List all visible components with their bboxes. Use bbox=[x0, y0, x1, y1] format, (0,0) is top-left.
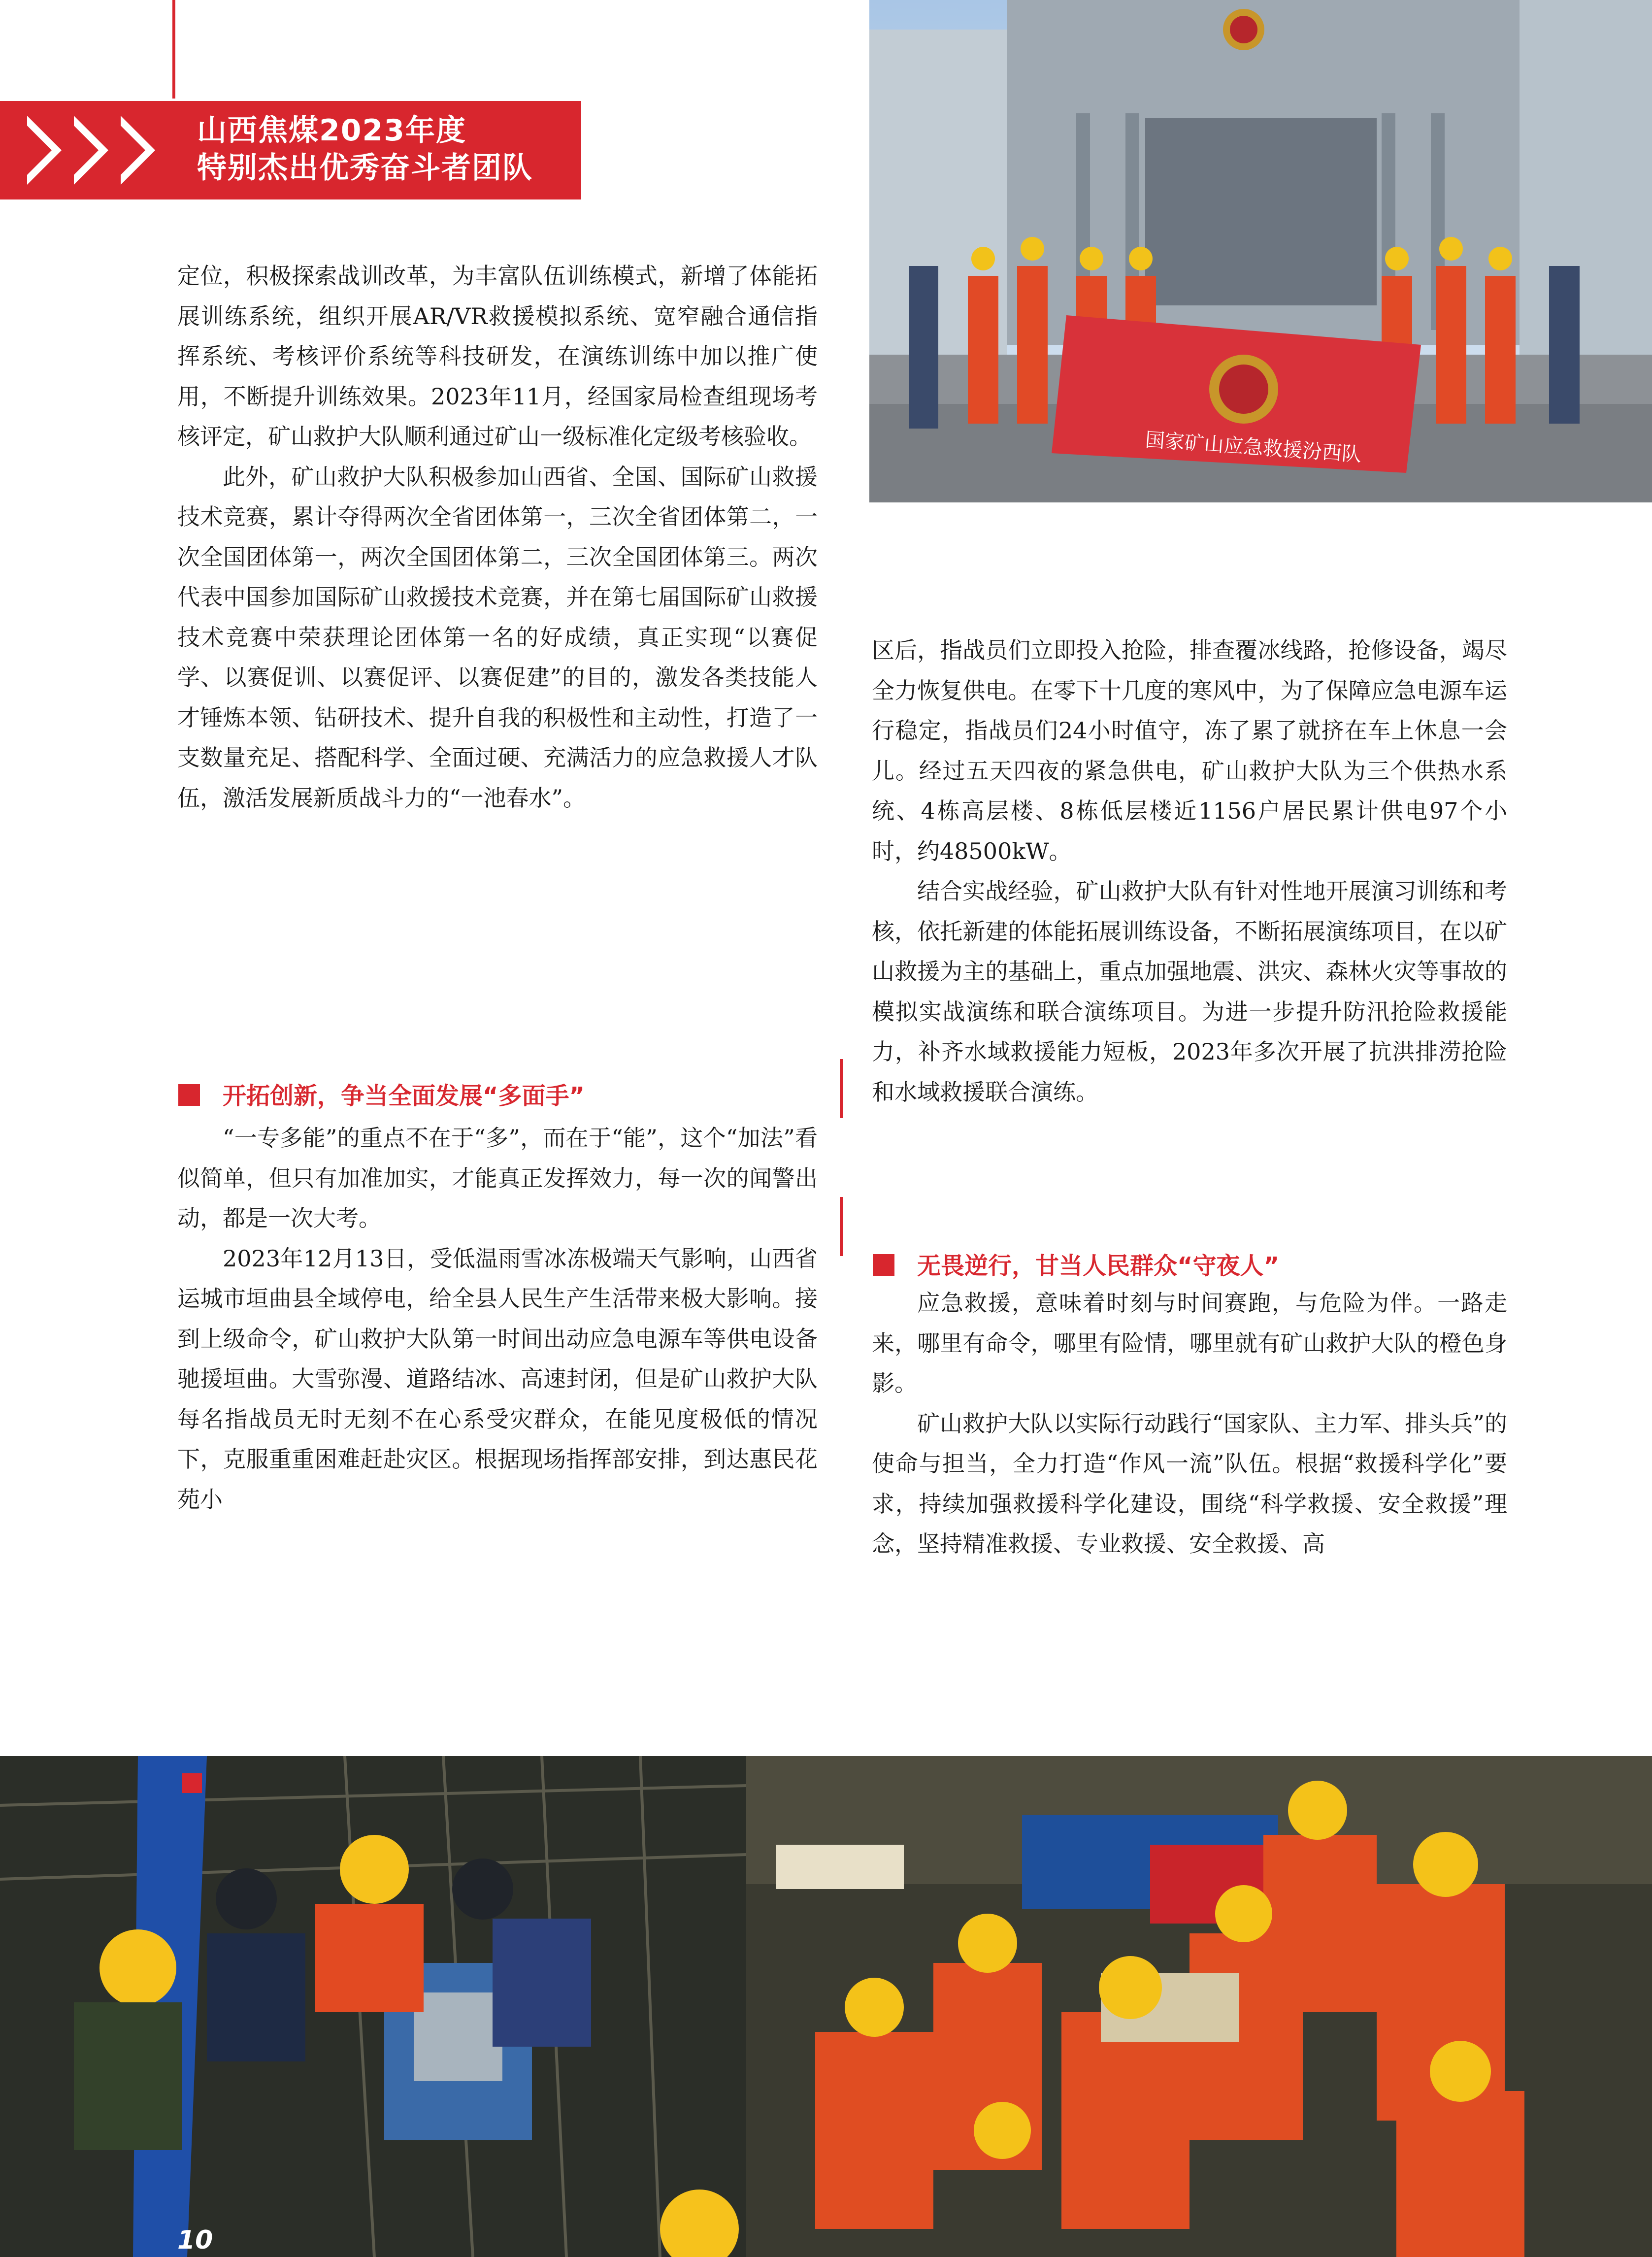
heading-text: 无畏逆行，甘当人民群众“守夜人” bbox=[917, 1252, 1280, 1280]
section-banner bbox=[0, 101, 581, 199]
gutter-mark bbox=[840, 1197, 843, 1256]
heading-square-icon bbox=[178, 1084, 200, 1106]
banner-title-line1: 山西焦煤2023年度 bbox=[197, 113, 466, 148]
paragraph: 定位，积极探索战训改革，为丰富队伍训练模式，新增了体能拓展训练系统，组织开展AR/VR救援模拟系统、宽窄融合通信指挥系统、考核评价系统等科技研发，在演练训练中加以推广使用，不断提升训练效果。2023年11月，经国家局检查组现场考核评定，矿山救护大队顺利通过矿山一级标准化定级考核验收。 bbox=[177, 263, 818, 450]
paragraph: 应急救援，意味着时刻与时间赛跑，与危险为伴。一路走来，哪里有命令，哪里有险情，哪里就有矿山救护大队的橙色身影。 bbox=[872, 1290, 1507, 1396]
rescue-photo-left bbox=[0, 1756, 746, 2257]
left-column bbox=[177, 256, 818, 818]
paragraph: “一专多能”的重点不在于“多”，而在于“能”，这个“加法”看似简单，但只有加准加实，才能真正发挥效力，每一次的闻警出动，都是一次大考。 bbox=[177, 1125, 818, 1231]
paragraph: 结合实战经验，矿山救护大队有针对性地开展演习训练和考核，依托新建的体能拓展训练设备，不断拓展演练项目，在以矿山救援为主的基础上，重点加强地震、洪灾、森林火灾等事故的模拟实战演练和联合演练项目。为进一步提升防汛抢险救援能力，补齐水域救援能力短板，2023年多次开展了抗洪排涝抢险和水域救援联合演练。 bbox=[872, 878, 1507, 1105]
paragraph: 此外，矿山救护大队积极参加山西省、全国、国际矿山救援技术竞赛，累计夺得两次全省团体第一，三次全省团体第二，一次全国团体第一，两次全国团体第二，三次全国团体第三。两次代表中国参加国际矿山救援技术竞赛，并在第七届国际矿山救援技术竞赛中荣获理论团体第一名的好成绩，真正实现“以赛促学、以赛促训、以赛促评、以赛促建”的目的，激发各类技能人才锤炼本领、钻研技术、提升自我的积极性和主动性，打造了一支数量充足、搭配科学、全面过硬、充满活力的应急救援人才队伍，激活发展新质战斗力的“一池春水”。 bbox=[177, 463, 818, 811]
paragraph: 矿山救护大队以实际行动践行“国家队、主力军、排头兵”的使命与担当，全力打造“作风一流”队伍。根据“救援科学化”要求，持续加强救援科学化建设，围绕“科学救援、安全救援”理念，坚持精准救援、专业救援、安全救援、高 bbox=[872, 1410, 1507, 1557]
flag-text: 国家矿山应急救援汾西队 bbox=[1144, 429, 1362, 466]
section-heading-left bbox=[178, 1079, 585, 1113]
chevron-mask bbox=[64, 116, 99, 185]
right-column bbox=[872, 631, 1507, 1112]
right-column-2 bbox=[872, 1283, 1507, 1564]
chevron-mask bbox=[111, 116, 145, 185]
heading-text: 开拓创新，争当全面发展“多面手” bbox=[223, 1082, 585, 1110]
heading-square-icon bbox=[873, 1254, 894, 1276]
team-photo bbox=[869, 0, 1652, 502]
gutter-mark bbox=[840, 1059, 843, 1118]
chevron-mask bbox=[17, 116, 52, 185]
page-number: 10 bbox=[177, 2225, 213, 2255]
rescue-photo-right bbox=[746, 1756, 1652, 2257]
paragraph: 2023年12月13日，受低温雨雪冰冻极端天气影响，山西省运城市垣曲县全域停电，给全县人民生产生活带来极大影响。接到上级命令，矿山救护大队第一时间出动应急电源车等供电设备驰援垣曲。大雪弥漫、道路结冰、高速封闭，但是矿山救护大队每名指战员无时无刻不在心系受灾群众，在能见度极低的情况下，克服重重困难赶赴灾区。根据现场指挥部安排，到达惠民花苑小 bbox=[177, 1245, 818, 1513]
banner-title bbox=[197, 112, 571, 187]
section-heading-right bbox=[873, 1249, 1279, 1283]
left-column-2 bbox=[177, 1118, 818, 1520]
banner-title-line2: 特别杰出优秀奋斗者团队 bbox=[197, 151, 533, 185]
header-rule bbox=[172, 0, 175, 99]
paragraph: 区后，指战员们立即投入抢险，排查覆冰线路，抢修设备，竭尽全力恢复供电。在零下十几度的寒风中，为了保障应急电源车运行稳定，指战员们24小时值守，冻了累了就挤在车上休息一会儿。经过五天四夜的紧急供电，矿山救护大队为三个供热水系统、4栋高层楼、8栋低层楼近1156户居民累计供电97个小时，约48500kW。 bbox=[872, 637, 1507, 864]
photo-corner-mark bbox=[182, 1773, 202, 1793]
